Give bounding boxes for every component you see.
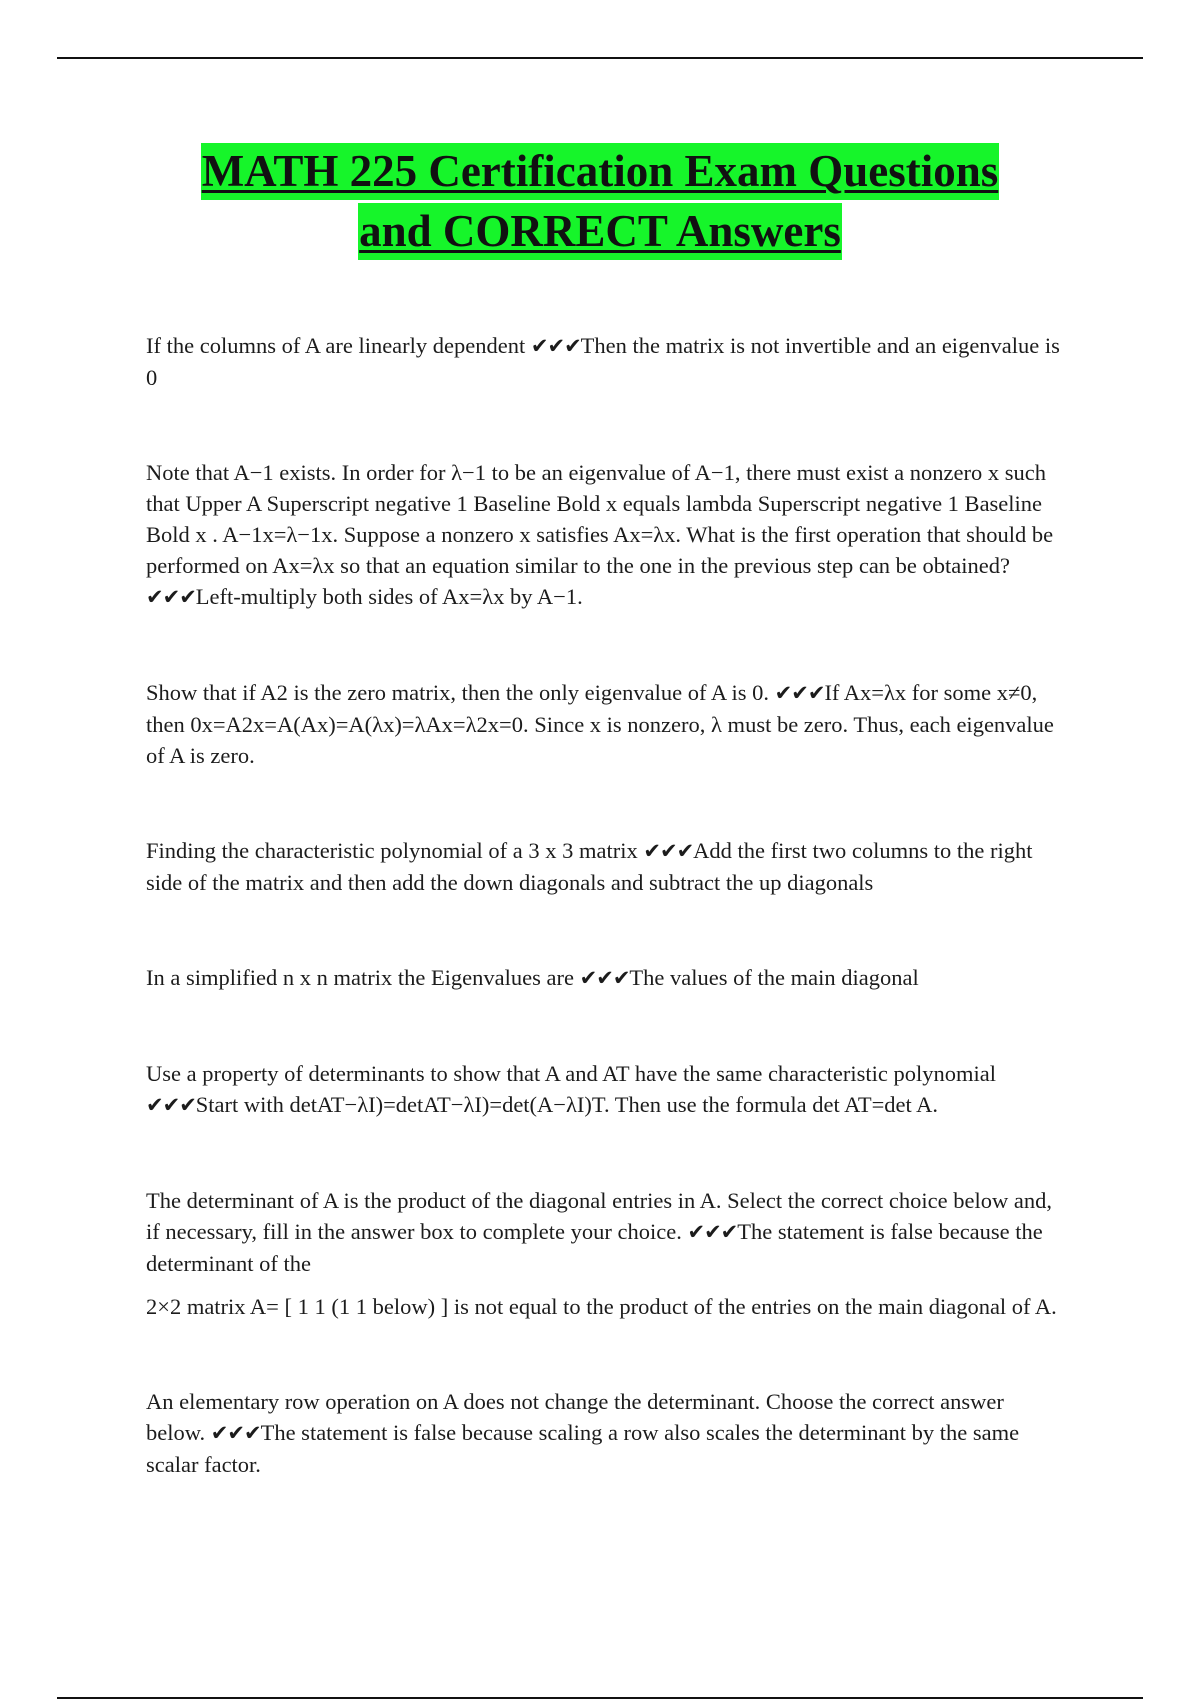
bottom-rule: [57, 1697, 1143, 1699]
question-text: The determinant of A is the product of the diagonal entries in A. Select the correct choice below and, if necessary, fill in the answer box to complete your choice.: [146, 1188, 1052, 1244]
document-title: [0, 143, 1200, 260]
check-mark-icon: ✔✔✔: [774, 681, 825, 705]
answer-text: The statement is false because the determinant of the: [146, 1219, 1043, 1276]
check-mark-icon: ✔✔✔: [643, 839, 694, 863]
answer-text: The statement is false because scaling a row also scales the determinant by the same scalar factor.: [146, 1420, 1020, 1477]
answer-text: Then the matrix is not invertible and an eigenvalue is 0: [146, 333, 1060, 390]
answer-text: Left-multiply both sides of Ax=λx by A−1.: [195, 584, 583, 609]
check-mark-icon: ✔✔✔: [146, 585, 196, 609]
qa-item-continuation: 2×2 matrix A= [ 1 1 (1 1 below) ] is not equal to the product of the entries on the main diagonal of A.: [146, 1294, 1057, 1319]
check-mark-icon: ✔✔✔: [687, 1220, 738, 1244]
qa-item: [146, 962, 1066, 994]
check-mark-icon: ✔✔✔: [579, 966, 630, 990]
qa-item: [146, 457, 1066, 613]
answer-text: If Ax=λx for some x≠0, then 0x=A2x=A(Ax)=A(λx)=λAx=λ2x=0. Since x is nonzero, λ must be zero. Thus, each eigenvalue of A is zero.: [146, 680, 1054, 768]
qa-item: [146, 835, 1066, 898]
check-mark-icon: ✔✔✔: [210, 1421, 261, 1445]
question-text: An elementary row operation on A does not change the determinant. Choose the correct answer below.: [146, 1389, 1004, 1445]
title-line-2: and CORRECT Answers: [358, 203, 842, 260]
answer-text: Add the first two columns to the right side of the matrix and then add the down diagonals and subtract the up diagonals: [146, 838, 1033, 895]
qa-item: [146, 1386, 1066, 1480]
question-text: If the columns of A are linearly dependent: [146, 333, 531, 358]
qa-item: [146, 677, 1066, 771]
question-text: In a simplified n x n matrix the Eigenvalues are: [146, 965, 580, 990]
qa-item: [146, 330, 1066, 393]
question-text: Use a property of determinants to show that A and AT have the same characteristic polynomial: [146, 1061, 996, 1086]
qa-item: [146, 1058, 1066, 1121]
question-text: Finding the characteristic polynomial of a 3 x 3 matrix: [146, 838, 644, 863]
top-rule: [57, 57, 1143, 59]
qa-list: [146, 330, 1066, 1480]
check-mark-icon: ✔✔✔: [146, 1093, 196, 1117]
title-line-1: MATH 225 Certification Exam Questions: [201, 143, 1000, 200]
question-text: Show that if A2 is the zero matrix, then the only eigenvalue of A is 0.: [146, 680, 775, 705]
answer-text: Start with detAT−λI)=detAT−λI)=det(A−λI)T. Then use the formula det AT=det A.: [195, 1092, 939, 1117]
answer-text: The values of the main diagonal: [629, 965, 919, 990]
question-text: Note that A−1 exists. In order for λ−1 to be an eigenvalue of A−1, there must exist a nonzero x such that Upper A Superscript negative 1 Baseline Bold x equals lambda Superscript negative 1 Baseline Bold x . A−1x=λ−1x. Suppose a nonzero x satisfies Ax=λx. What is the first operation that should be performed on Ax=λx so that an equation similar to the one in the previous step can be obtained?: [146, 460, 1054, 578]
qa-item: [146, 1185, 1066, 1279]
check-mark-icon: ✔✔✔: [530, 334, 581, 358]
